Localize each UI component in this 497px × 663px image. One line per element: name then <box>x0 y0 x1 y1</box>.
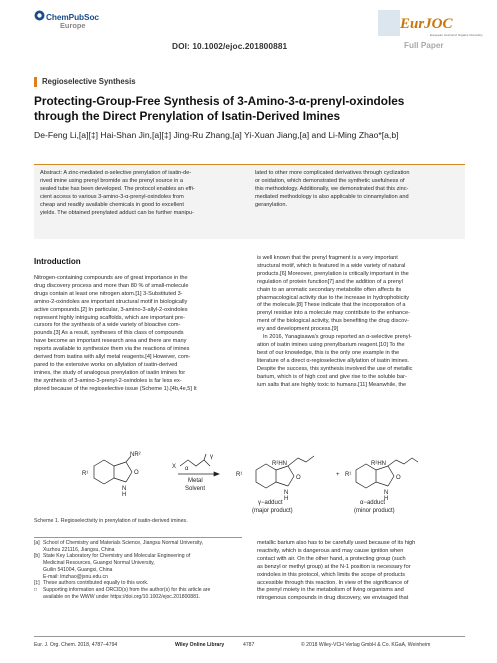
body-line: Nitrogen-containing compounds are of great importance in the <box>34 275 188 281</box>
abstract-column-2 <box>255 170 460 210</box>
body-line: barium, which is of high cost and give rise to the soluble bar- <box>257 373 407 380</box>
scheme-x-label: X <box>172 464 177 470</box>
author-list: De-Feng Li,[a][‡] Hai-Shan Jin,[a][‡] Jing-Ru Zhang,[a] Yi-Xuan Jiang,[a] and Li-Ming Zhao*[a,b] <box>34 130 399 140</box>
scheme-gamma-adduct: γ−adduct <box>258 500 283 506</box>
body-line: plored because of the regioselective issue (Scheme 1).[4b,4e,5] It <box>34 385 197 392</box>
scheme-solvent-label: Solvent <box>185 486 206 492</box>
scheme-h-alpha-label: H <box>384 496 389 502</box>
footnote-line: State Key Laboratory for Chemistry and Molecular Engineering of <box>43 553 191 560</box>
scheme-caption: Scheme 1. Regioselectivity in prenylation of isatin-derived imines. <box>34 518 188 524</box>
abstract-line: or oxidation, which demonstrated the synthetic usefulness of <box>255 177 405 184</box>
body-line: pared to the extensive works on allylation of isatin-derived <box>34 361 178 368</box>
body-line: best of our knowledge, this is the only one example in the <box>257 349 400 356</box>
scheme-r2hn-alpha-label: R²HN <box>371 461 386 467</box>
body-line: contact with air. On the other hand, a protecting group (such <box>257 555 406 562</box>
doi-text[interactable]: DOI: 10.1002/ejoc.201800881 <box>172 41 288 51</box>
body-line: ium salts that are highly toxic to humans.[11] Meanwhile, the <box>257 381 407 388</box>
footnote-line: Guilin 541004, Guangxi, China <box>43 566 113 573</box>
title-line-2: through the Direct Prenylation of Isatin-Derived Imines <box>34 109 341 123</box>
footnote-line[interactable]: E-mail: lmzhao@jsnu.edu.cn <box>43 573 108 580</box>
abstract-line: lated to other more complicated derivatives through cyclization <box>255 170 410 176</box>
body-line: pounds.[3] As a result, syntheses of this class of compounds <box>34 330 184 337</box>
abstract-line: Abstract: A zinc-mediated α-selective prenylation of isatin-de- <box>40 170 192 176</box>
scheme-plus: + <box>336 472 340 478</box>
intro-heading: Introduction <box>34 257 81 266</box>
scheme-h-label: H <box>122 492 127 498</box>
body-line: reports available to synthesize them via the reactions of imines <box>34 346 190 353</box>
section-marker <box>34 77 37 87</box>
footnote-line: Medicinal Resources, Guangxi Normal University, <box>43 560 155 567</box>
footnote-tag: [‡] <box>34 580 40 587</box>
footer-citation: Eur. J. Org. Chem. 2018, 4787–4794 <box>34 642 118 648</box>
body-line: have become an important research area and there are many <box>34 338 187 345</box>
body-line: chain to an aromatic secondary metabolite often affects its <box>257 286 402 293</box>
body-line: oxindoles in this protocol, which limits the scope of products <box>257 571 405 578</box>
article-title <box>34 94 464 124</box>
body-line: In 2016, Yanagisawa's group reported an α-selective prenyl- <box>263 334 412 341</box>
body-line: amino-2-oxindoles are important structural motif in biologically <box>34 298 188 305</box>
scheme-alpha-label: α <box>185 466 189 472</box>
abstract-line: this methodology. Additionally, we demonstrated that this zinc- <box>255 185 409 192</box>
journal-full-name: European Journal of Organic Chemistry <box>430 33 483 37</box>
intro-column-2-continued <box>257 540 465 603</box>
body-line: regulation of protein function[7] and the addition of a prenyl <box>257 278 403 285</box>
journal-logo <box>378 8 483 42</box>
body-line: represent highly intriguing scaffolds, which are important pre- <box>34 314 186 321</box>
footer-divider <box>34 636 465 637</box>
section-label: Regioselective Synthesis <box>42 77 136 86</box>
footer-copyright: © 2018 Wiley-VCH Verlag GmbH & Co. KGaA, Weinheim <box>301 642 431 648</box>
scheme-gamma-note: (major product) <box>252 508 293 514</box>
footnote-line: These authors contributed equally to this work. <box>43 580 149 587</box>
footnotes <box>34 540 242 600</box>
footnote-a <box>34 540 242 553</box>
footnote-line: Xuzhou 221116, Jiangsu, China <box>43 546 115 553</box>
intro-column-1 <box>34 275 242 394</box>
footer-library-link[interactable]: Wiley Online Library <box>175 642 225 648</box>
body-line: the synthesis of 3-amino-3-prenyl-2-oxindoles is far less ex- <box>34 377 182 384</box>
title-line-1: Protecting-Group-Free Synthesis of 3-Amino-3-α-prenyl-oxindoles <box>34 94 405 108</box>
scheme-alpha-adduct: α−adduct <box>360 500 385 506</box>
scheme-r1-product-label: R¹ <box>236 472 243 478</box>
scheme-1-diagram <box>34 452 466 518</box>
footnote-link[interactable]: available on the WWW under https://doi.org/10.1002/ejoc.201800881. <box>43 593 201 600</box>
body-line: drugs contain at least one nitrogen atom.[1] 3-Substituted 3- <box>34 290 183 297</box>
scheme-r1-alpha-label: R¹ <box>345 472 352 478</box>
footnote-line: Supporting information and ORCID(s) from the author(s) for this article are <box>43 586 211 593</box>
scheme-o-product-label: O <box>296 475 301 481</box>
publisher-name: ChemPubSoc <box>46 12 99 22</box>
footnote-tag: [a] <box>34 540 40 546</box>
intro-column-2 <box>257 255 465 389</box>
footnote-si <box>34 587 242 600</box>
body-line: reactivity, which is dangerous and may cause ignition when <box>257 547 404 554</box>
publisher-region: Europe <box>60 21 86 30</box>
scheme-n-product-label: N <box>284 490 289 496</box>
scheme-n-alpha-label: N <box>384 490 389 496</box>
footnote-line: School of Chemistry and Materials Science, Jiangsu Normal University, <box>43 540 204 546</box>
body-line: ation of isatin imines using prenylbarium reagent.[10] To the <box>257 341 405 348</box>
body-line: ment of the biological activity, thus benefiting the drug discov- <box>257 318 409 325</box>
abstract-line: rived imine using prenyl bromide as the prenyl source in a <box>40 177 184 184</box>
body-line: literature of a direct α-regioselective allylation of isatin imines. <box>257 357 410 364</box>
body-line: as benzyl or methyl group) at the N-1 position is necessary for <box>257 563 411 570</box>
body-line: structural motif, which is featured in a wide variety of natural <box>257 262 406 269</box>
scheme-h-product-label: H <box>284 496 289 502</box>
scheme-alpha-note: (minor product) <box>354 508 395 514</box>
body-line: nitrogenous compounds in drug discovery, we envisaged that <box>257 595 409 602</box>
scheme-r1-label: R¹ <box>82 471 89 477</box>
body-line: of the molecule.[8] These indicate that the incorporation of a <box>257 302 406 309</box>
body-line: accessible through this reaction. In view of the significance of <box>257 579 409 586</box>
body-line: is well known that the prenyl fragment is a very important <box>257 255 398 261</box>
body-line: the prenyl moiety in the metabolism of living organisms and <box>257 587 404 594</box>
scheme-o-alpha-label: O <box>396 475 401 481</box>
publisher-mark-icon <box>34 9 45 22</box>
footnote-b <box>34 553 242 580</box>
supporting-info-icon: □ <box>34 586 38 593</box>
abstract-column-1 <box>40 170 246 217</box>
scheme-o-label: O <box>134 470 139 476</box>
abstract-line: geranylation. <box>255 201 288 208</box>
abstract-line: yields. The obtained prenylated adduct can be further manipu- <box>40 209 194 216</box>
body-line: prenyl residue into a molecule may contribute to the enhance- <box>257 310 410 317</box>
body-line: metallic barium also has to be carefully used because of its high <box>257 540 416 546</box>
scheme-r2hn-label: R²HN <box>272 461 287 467</box>
body-line: derived from isatins with allyl metal reagents.[4] However, com- <box>34 354 191 361</box>
footnote-tag: [b] <box>34 553 40 560</box>
abstract-line: cient access to various 3-amino-3-α-prenyl-oxindoles from <box>40 193 184 200</box>
journal-logo-text: EurJOC <box>400 16 453 32</box>
body-line: pharmacological activity due to the increase in hydrophobicity <box>257 294 410 301</box>
body-line: imines, the study of analogous prenylation of isatin imines for <box>34 369 186 376</box>
scheme-nr2-label: NR² <box>130 452 141 458</box>
body-line: drug discovery process and more than 80 % of small-molecule <box>34 282 189 289</box>
scheme-metal-label: Metal <box>188 478 203 484</box>
article-type: Full Paper <box>404 41 444 50</box>
scheme-n-label: N <box>122 486 127 492</box>
body-line: active compounds.[2] In particular, 3-amino-3-allyl-2-oxindoles <box>34 306 188 313</box>
footnote-equal <box>34 580 242 587</box>
body-line: products.[6] Moreover, prenylation is critically important in the <box>257 270 409 277</box>
abstract-line: cheap and readily available chemicals in good to excellent <box>40 201 184 208</box>
footer-page-number: 4787 <box>243 642 255 648</box>
abstract-line: sealed tube has been developed. The protocol enables an effi- <box>40 185 195 192</box>
abstract-line: mediated methodology is also applicable to cinnamylation and <box>255 193 409 200</box>
body-line: ery and development process.[9] <box>257 326 339 333</box>
footnote-divider <box>34 537 242 538</box>
body-line: Despite the success, this synthesis involved the use of metallic <box>257 365 413 372</box>
scheme-gamma-label: γ <box>210 454 213 460</box>
body-line: cursors for the synthesis of a wide variety of bioactive com- <box>34 322 181 329</box>
